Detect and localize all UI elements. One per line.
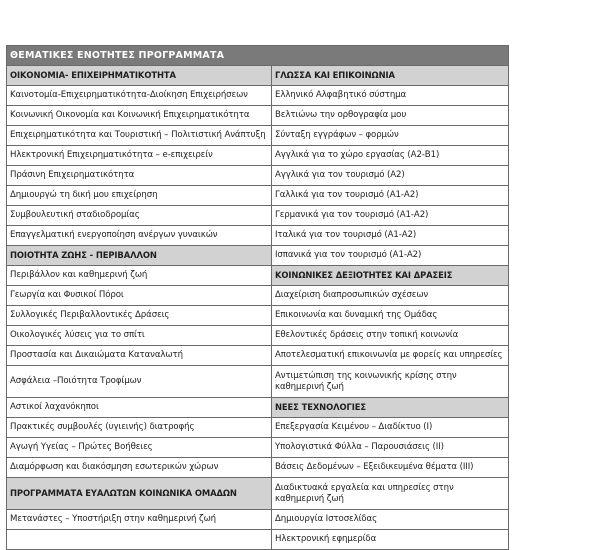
section-header-right: ΚΟΙΝΩΝΙΚΕΣ ΔΕΞΙΟΤΗΤΕΣ ΚΑΙ ΔΡΑΣΕΙΣ — [272, 266, 509, 286]
program-item-left: Προστασία και Δικαιώματα Καταναλωτή — [7, 346, 272, 366]
program-item-right: Διαδικτυακά εργαλεία και υπηρεσίες στην καθημερινή ζωή — [272, 478, 509, 510]
table-row — [7, 530, 509, 550]
section-header-left: ΟΙΚΟΝΟΜΙΑ- ΕΠΙΧΕΙΡΗΜΑΤΙΚΟΤΗΤΑ — [7, 66, 272, 86]
program-item-right: Ισπανικά για τον τουρισμό (Α1-Α2) — [272, 246, 509, 266]
program-item-left: Επαγγελματική ενεργοποίηση ανέργων γυναικών — [7, 226, 272, 246]
section-header-right: ΓΛΩΣΣΑ ΚΑΙ ΕΠΙΚΟΙΝΩΝΙΑ — [272, 66, 509, 86]
table-row — [7, 146, 509, 166]
program-item-left: Ασφάλεια –Ποιότητα Τροφίμων — [7, 366, 272, 398]
program-item-right: Εθελοντικές δράσεις στην τοπική κοινωνία — [272, 326, 509, 346]
table-row — [7, 86, 509, 106]
table-row — [7, 326, 509, 346]
program-item-left: Επιχειρηματικότητα και Τουριστική – Πολιτιστική Ανάπτυξη — [7, 126, 272, 146]
table-row — [7, 306, 509, 326]
section-header-left: ΠΟΙΟΤΗΤΑ ΖΩΗΣ - ΠΕΡΙΒΑΛΛΟΝ — [7, 246, 272, 266]
program-item-left: Ηλεκτρονική Επιχειρηματικότητα – e-επιχειρείν — [7, 146, 272, 166]
program-item-left: Μετανάστες – Υποστήριξη στην καθημερινή ζωή — [7, 510, 272, 530]
program-item-right: Επικοινωνία και δυναμική της Ομάδας — [272, 306, 509, 326]
program-item-right: Διαχείριση διαπροσωπικών σχέσεων — [272, 286, 509, 306]
table-title: ΘΕΜΑΤΙΚΕΣ ΕΝΟΤΗΤΕΣ ΠΡΟΓΡΑΜΜΑΤΑ — [7, 46, 509, 66]
programs-table — [6, 45, 509, 550]
table-row — [7, 366, 509, 398]
program-item-left: Συλλογικές Περιβαλλοντικές Δράσεις — [7, 306, 272, 326]
table-row — [7, 206, 509, 226]
program-item-right: Αγγλικά για τον τουρισμό (Α2) — [272, 166, 509, 186]
table-row — [7, 418, 509, 438]
table-row — [7, 266, 509, 286]
section-header-right: ΝΕΕΣ ΤΕΧΝΟΛΟΓΙΕΣ — [272, 398, 509, 418]
program-item-left: Οικολογικές λύσεις για το σπίτι — [7, 326, 272, 346]
program-item-left: Αστικοί λαχανόκηποι — [7, 398, 272, 418]
table-row — [7, 246, 509, 266]
table-row — [7, 398, 509, 418]
table-row — [7, 346, 509, 366]
table-row — [7, 226, 509, 246]
table-row — [7, 478, 509, 510]
program-item-right: Βάσεις Δεδομένων – Εξειδικευμένα θέματα (III) — [272, 458, 509, 478]
table-row — [7, 126, 509, 146]
table-row — [7, 166, 509, 186]
program-item-right: Επεξεργασία Κειμένου – Διαδίκτυο (I) — [272, 418, 509, 438]
table-row — [7, 106, 509, 126]
program-item-right: Ηλεκτρονική εφημερίδα — [272, 530, 509, 550]
program-item-right: Αποτελεσματική επικοινωνία με φορείς και υπηρεσίες — [272, 346, 509, 366]
table-row — [7, 458, 509, 478]
section-header-left: ΠΡΟΓΡΑΜΜΑΤΑ ΕΥΑΛΩΤΩΝ ΚΟΙΝΩΝΙΚΑ ΟΜΑΔΩΝ — [7, 478, 272, 510]
program-item-right: Γερμανικά για τον τουρισμό (Α1-Α2) — [272, 206, 509, 226]
table-body — [7, 66, 509, 550]
program-item-left: Καινοτομία-Επιχειρηματικότητα-Διοίκηση Επιχειρήσεων — [7, 86, 272, 106]
program-item-right: Υπολογιστικά Φύλλα – Παρουσιάσεις (II) — [272, 438, 509, 458]
table-row — [7, 438, 509, 458]
program-item-right: Γαλλικά για τον τουρισμό (Α1-Α2) — [272, 186, 509, 206]
program-item-left: Κοινωνική Οικονομία και Κοινωνική Επιχειρηματικότητα — [7, 106, 272, 126]
program-item-right: Σύνταξη εγγράφων – φορμών — [272, 126, 509, 146]
program-item-left: Συμβουλευτική σταδιοδρομίας — [7, 206, 272, 226]
program-item-right: Βελτιώνω την ορθογραφία μου — [272, 106, 509, 126]
program-item-left — [7, 530, 272, 550]
table-row — [7, 286, 509, 306]
program-item-right: Αντιμετώπιση της κοινωνικής κρίσης στην καθημερινή ζωή — [272, 366, 509, 398]
program-item-left: Δημιουργώ τη δική μου επιχείρηση — [7, 186, 272, 206]
program-item-left: Πρακτικές συμβουλές (υγιεινής) διατροφής — [7, 418, 272, 438]
program-item-right: Δημιουργία Ιστοσελίδας — [272, 510, 509, 530]
program-item-left: Διαμόρφωση και διακόσμηση εσωτερικών χώρων — [7, 458, 272, 478]
program-item-left: Αγωγή Υγείας – Πρώτες Βοήθειες — [7, 438, 272, 458]
table-row — [7, 186, 509, 206]
program-item-left: Περιβάλλον και καθημερινή ζωή — [7, 266, 272, 286]
program-item-right: Ελληνικό Αλφαβητικό σύστημα — [272, 86, 509, 106]
table-row — [7, 66, 509, 86]
program-item-right: Αγγλικά για το χώρο εργασίας (Α2-Β1) — [272, 146, 509, 166]
program-item-left: Γεωργία και Φυσικοί Πόροι — [7, 286, 272, 306]
program-item-left: Πράσινη Επιχειρηματικότητα — [7, 166, 272, 186]
program-item-right: Ιταλικά για τον τουρισμό (Α1-Α2) — [272, 226, 509, 246]
